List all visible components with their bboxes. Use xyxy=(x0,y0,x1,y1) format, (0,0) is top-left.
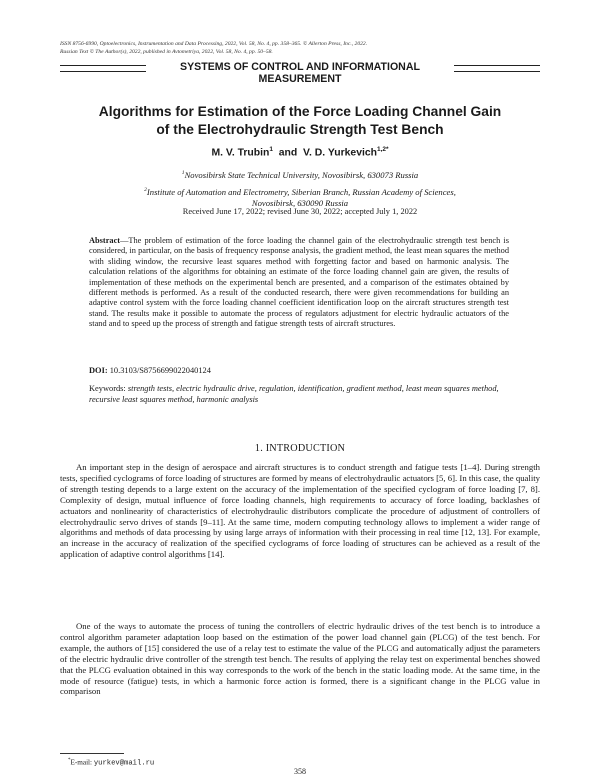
doi-label: DOI: xyxy=(89,366,108,375)
abstract xyxy=(89,236,509,330)
email-link[interactable]: yurkev@mail.ru xyxy=(93,759,155,768)
journal-header-line-1: ISSN 8756-6990, Optoelectronics, Instrumentation and Data Processing, 2022, Vol. 58, No. 4, pp. 358–365. © Allerton Press, Inc., 2022. xyxy=(60,41,368,47)
intro-paragraph-1 xyxy=(60,462,540,560)
author-conjunction: and xyxy=(278,147,298,159)
intro-paragraph-2-text: One of the ways to automate the process of tuning the controllers of electric hydraulic drives of the test bench is to introduce a control algorithm parameter adaptation loop based on the estimation of the power load channel gain (PLCG) of the test bench. For example, the authors of [15] considered the use of a relay test to estimate the value of the PLCG and automatically adjust the parameters of the electric hydraulic drive controller of the strength test bench. The results of applying the relay test on experimental benches showed that the PLCG evaluation obtained in this way corresponds to the work of the bench in the static loading mode. At the same time, in the mode of resource (fatigue) tests, in which a harmonic force action is formed, there is a significant change in the PLCG value in comparison xyxy=(60,621,540,697)
author-1-affil-mark: 1 xyxy=(269,146,273,153)
affiliation-1 xyxy=(60,168,540,181)
author-list xyxy=(60,146,540,158)
affiliation-1-mark: 1 xyxy=(181,170,185,176)
author-2-name: V. D. Yurkevich xyxy=(303,147,377,159)
doi-link[interactable]: 10.3103/S8756699022040124 xyxy=(109,366,211,375)
section-title-line-1: SYSTEMS OF CONTROL AND INFORMATIONAL xyxy=(180,61,420,73)
paper-title-line-1: Algorithms for Estimation of the Force Loading Channel Gain xyxy=(98,104,502,119)
section-title xyxy=(152,61,448,85)
section-rule-left xyxy=(60,65,146,72)
abstract-label: Abstract xyxy=(89,236,121,245)
author-1-name: M. V. Trubin xyxy=(211,147,270,159)
received-dates: Received June 17, 2022; revised June 30, 2022; accepted July 1, 2022 xyxy=(182,207,418,216)
footnote-rule xyxy=(60,753,124,754)
journal-header-line-2: Russian Text © The Author(s), 2022, published in Avtometriya, 2022, Vol. 58, No. 4, pp. 50–58. xyxy=(60,49,273,55)
section-banner xyxy=(60,61,540,85)
paper-title-line-2: of the Electrohydraulic Strength Test Bench xyxy=(156,122,444,137)
section-rule-right xyxy=(454,65,540,72)
footnote-label: E-mail: xyxy=(70,758,94,767)
footnote xyxy=(68,758,154,767)
intro-paragraph-1-text: An important step in the design of aerospace and aircraft structures is to conduct strength and fatigue tests [1–4]. During strength tests, specified cyclograms of force loading of structures are formed by means of electrohydraulic actuators [5, 6]. In this case, the quality of strength testing depends to a large extent on the accuracy of the implementation of the specified cyclogram of force loading [7, 8]. Complexity of design, mutual influence of force loading channels, high requirements to accuracy of force loading, backlashes of actuators and nonlinearity of characteristics of electrohydraulic distributors complicate the procedure of adjustment of controllers of electrohydraulic servo drives of stands [9–11]. At the same time, modern computing technology allows to implement a wider range of algorithms and methods of data processing by using large arrays of information with their processing in real time [12, 13]. For example, an increase in the accuracy of realization of the specified cyclograms of force loading of structures can be achieved as a result of the application of adaptive control algorithms [14]. xyxy=(60,462,540,560)
paper-title xyxy=(60,103,540,139)
author-2-affil-mark: 1,2* xyxy=(376,146,389,153)
affiliation-2-text-line-1: Institute of Automation and Electrometry, Siberian Branch, Russian Academy of Sciences, xyxy=(146,186,456,197)
keywords-list: strength tests, electric hydraulic drive, regulation, identification, gradient method, least mean squares method, recursive least squares method, harmonic analysis xyxy=(89,384,499,404)
page-number: 358 xyxy=(294,767,306,776)
intro-paragraph-2 xyxy=(60,621,540,697)
keywords-label: Keywords: xyxy=(89,384,126,393)
keywords xyxy=(89,383,509,405)
affiliation-1-text: Novosibirsk State Technical University, Novosibirsk, 630073 Russia xyxy=(184,169,419,180)
section-heading-introduction: 1. INTRODUCTION xyxy=(254,443,346,454)
footnote-mark: * xyxy=(68,758,71,763)
affiliation-2-text-line-2: Novosibirsk, 630090 Russia xyxy=(251,197,349,208)
affiliation-2 xyxy=(60,185,540,209)
abstract-text: —The problem of estimation of the force loading the channel gain of the electrohydraulic strength test bench is considered, in particular, on the basis of frequency response analysis, the gradient method, the least mean squares the method with sliding window, the recursive least squares method with forgetting factor and based on harmonic analysis. The calculation relations of the algorithms for obtaining an estimate of the force loading channel gain are given, the results of implementation of these methods on the experimental bench are presented, and a comparison of the estimates obtained by different methods is performed. As a result of the conducted research, there were given recommendations for building an adaptive control system with the force loading channel coefficient identification loop on the aircraft structures strength test stand. The results make it possible to automate the process of regulators adjustment for electric hydraulic actuators of the stand and to speed up the process of strength and fatigue strength tests of aircraft structures. xyxy=(89,236,509,329)
doi xyxy=(89,366,211,375)
section-title-line-2: MEASUREMENT xyxy=(258,73,342,85)
affiliation-2-mark: 2 xyxy=(144,187,147,193)
